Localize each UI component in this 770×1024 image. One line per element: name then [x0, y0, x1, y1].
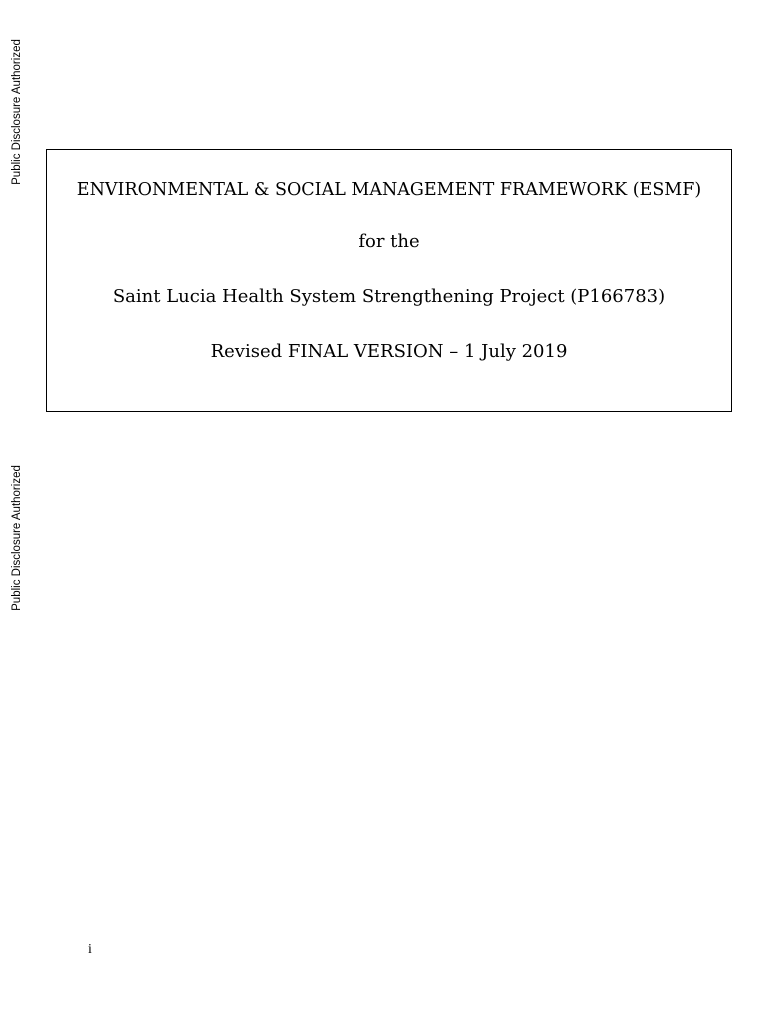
disclosure-stamp-middle: Public Disclosure Authorized [11, 465, 23, 611]
document-heading: ENVIRONMENTAL & SOCIAL MANAGEMENT FRAMEWORK (ESMF) [76, 180, 702, 200]
disclosure-stamp-top: Public Disclosure Authorized [11, 39, 23, 185]
project-name: Saint Lucia Health System Strengthening Project (P166783) [112, 286, 666, 307]
title-box [46, 149, 732, 412]
page-number: i [88, 942, 92, 957]
version-date: Revised FINAL VERSION – 1 July 2019 [210, 341, 568, 362]
document-connector: for the [358, 231, 420, 252]
